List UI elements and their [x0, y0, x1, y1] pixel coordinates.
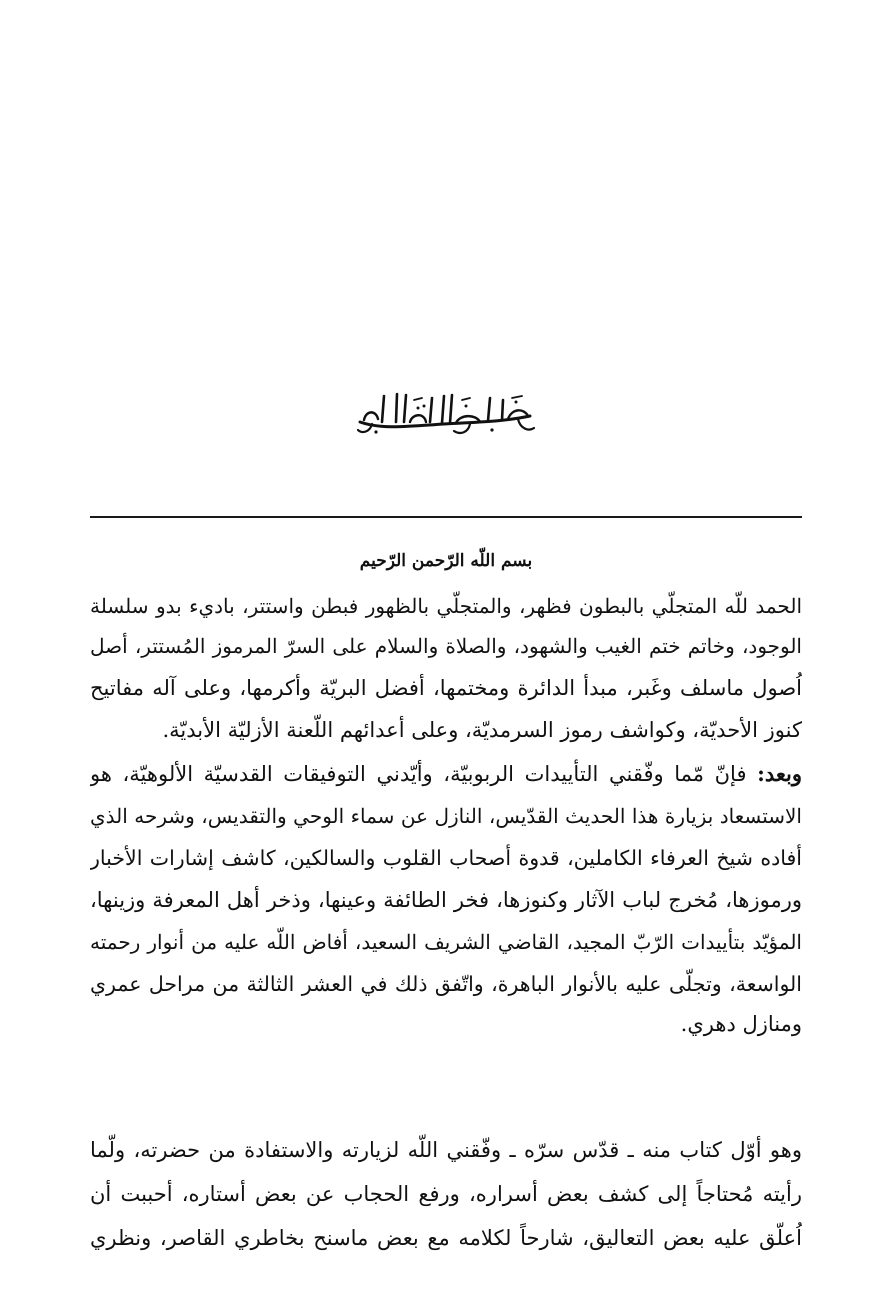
text-line: اُصول ماسلف وغَبر، مبدأ الدائرة ومختمها، أفضل البريّة وأكرمها، وعلى آله مفاتيح: [90, 676, 802, 700]
text-line: كنوز الأحديّة، وكواشف رموز السرمديّة، وعلى أعدائهم اللّعنة الأزليّة الأبديّة.: [162, 718, 802, 742]
section-heading: بسم اللّه الرّحمن الرّحيم: [359, 551, 533, 571]
text-line: أفاده شيخ العرفاء الكاملين، قدوة أصحاب القلوب والسالكين، كاشف إشارات الأخبار: [90, 846, 802, 870]
text-line: رأيته مُحتاجاً إلى كشف بعض أسراره، ورفع الحجاب عن بعض أستاره، أحببت أن: [90, 1182, 802, 1206]
text-line: الواسعة، وتجلّى عليه بالأنوار الباهرة، واتّفق ذلك في العشر الثالثة من مراحل عمري: [90, 972, 802, 996]
header-divider: [90, 516, 802, 518]
text-line: الوجود، وخاتم ختم الغيب والشهود، والصلاة والسلام على السرّ المرموز المُستتر، أصل: [90, 634, 802, 658]
text-line: ومنازل دهري.: [680, 1012, 802, 1036]
text-line: الحمد للّه المتجلّي بالبطون فظهر، والمتجلّي بالظهور فبطن واستتر، باديء بدو سلسلة: [90, 594, 802, 618]
text-line: ورموزها، مُخرج لباب الآثار وكنوزها، فخر الطائفة وعينها، وذخر أهل المعرفة وزينها،: [90, 888, 802, 912]
text-line: المؤيّد بتأييدات الرّبّ المجيد، القاضي الشريف السعيد، أفاض اللّه عليه من أنوار رحمته: [90, 930, 802, 954]
text-span: فإنّ مّما وفّقني التأييدات الربوبيّة، وأيّدني التوفيقات القدسيّة الألوهيّة، هو: [90, 762, 758, 786]
text-line: الاستسعاد بزيارة هذا الحديث القدّيس، النازل عن سماء الوحي والتقديس، وشرحه الذي: [90, 804, 802, 828]
text-line: وهو أوّل كتاب منه ـ قدّس سرّه ـ وفّقني اللّه لزيارته والاستفادة من حضرته، ولّما: [90, 1138, 802, 1162]
basmala-calligraphy: [352, 386, 540, 438]
text-line: [90, 754, 802, 794]
text-line: اُعلّق عليه بعض التعاليق، شارحاً لكلامه مع بعض ماسنح بخاطري القاصر، ونظري: [90, 1226, 802, 1250]
paragraph-lead: وبعد:: [757, 761, 802, 786]
